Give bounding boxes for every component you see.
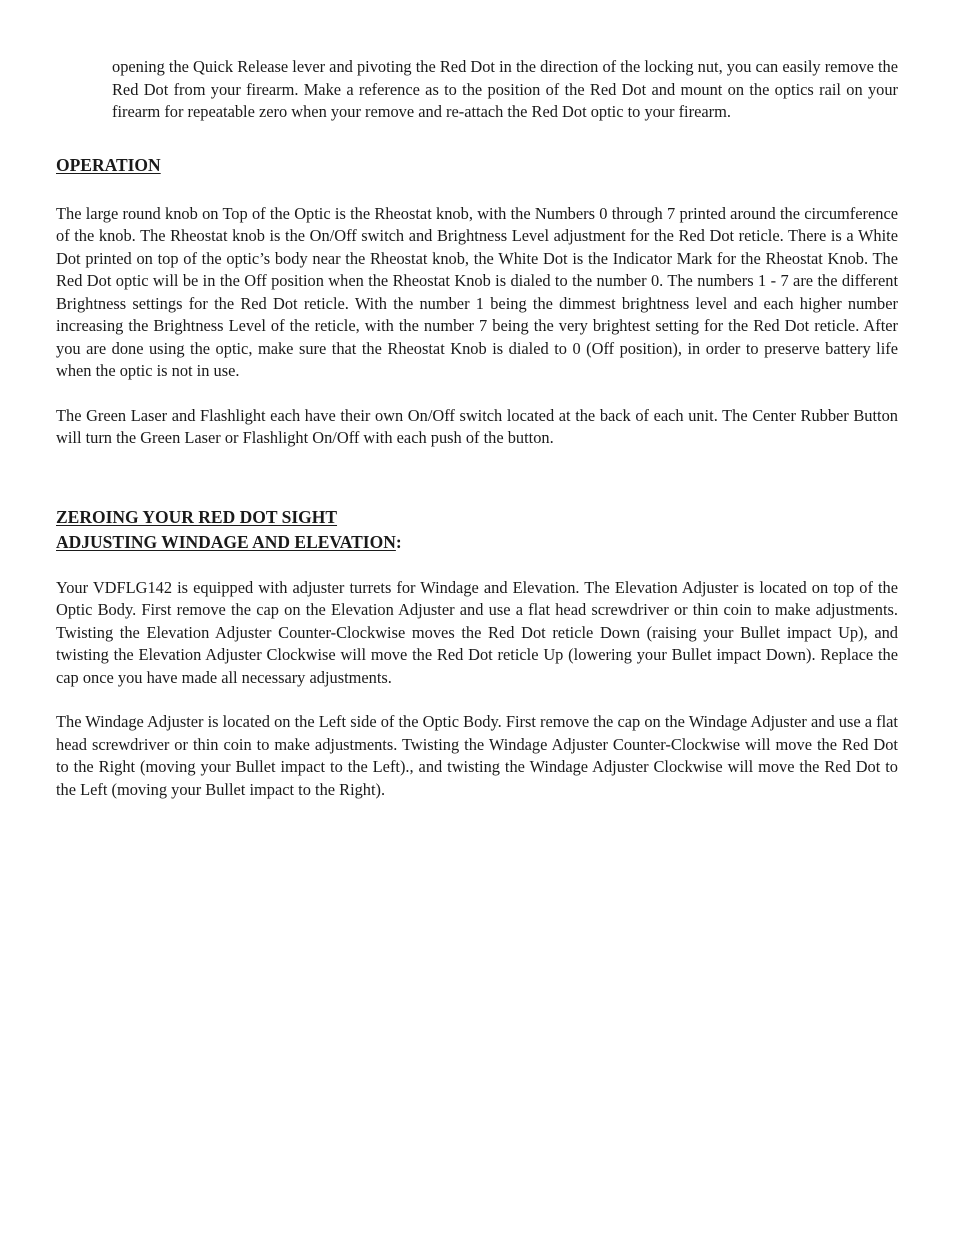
windage-elevation-heading: [56, 530, 898, 555]
elevation-paragraph: Your VDFLG142 is equipped with adjuster turrets for Windage and Elevation. The Elevation Adjuster is located on top of the Optic Body. First remove the cap on the Elevation Adjuster and use a flat head screwdriver or thin coin to make adjustments. Twisting the Elevation Adjuster Counter-Clockwise moves the Red Dot reticle Down (raising your Bullet impact Up), and twisting the Elevation Adjuster Clockwise will move the Red Dot reticle Up (lowering your Bullet impact Down). Replace the cap once you have made all necessary adjustments.: [56, 577, 898, 687]
document-page: [56, 56, 898, 801]
windage-elevation-heading-text: ADJUSTING WINDAGE AND ELEVATION: [56, 531, 396, 552]
operation-heading: OPERATION: [56, 154, 161, 175]
intro-paragraph: opening the Quick Release lever and pivoting the Red Dot in the direction of the locking nut, you can easily remove the Red Dot from your firearm. Make a reference as to the position of the Red Dot and mount on the optics rail on your firearm for repeatable zero when your remove and re-attach the Red Dot optic to your firearm.: [112, 57, 898, 121]
windage-elevation-heading-colon: :: [395, 531, 402, 552]
operation-paragraph-rheostat: The large round knob on Top of the Optic is the Rheostat knob, with the Numbers 0 through 7 printed around the circumference of the knob. The Rheostat knob is the On/Off switch and Brightness Level adjustment for the Red Dot reticle. There is a White Dot printed on top of the optic’s body near the Rheostat knob, the White Dot is the Indicator Mark for the Rheostat Knob. The Red Dot optic will be in the Off position when the Rheostat Knob is dialed to the number 0. The numbers 1 - 7 are the different Brightness settings for the Red Dot reticle. With the number 1 being the dimmest brightness level and each higher number increasing the Brightness Level of the reticle, with the number 7 being the very brightest setting for the Red Dot reticle. After you are done using the optic, make sure that the Rheostat Knob is dialed to 0 (Off position), in order to preserve battery life when the optic is not in use.: [56, 203, 898, 380]
operation-paragraph-laser: The Green Laser and Flashlight each have their own On/Off switch located at the back of each unit. The Center Rubber Button will turn the Green Laser or Flashlight On/Off with each push of the button.: [56, 405, 898, 447]
zeroing-heading: ZEROING YOUR RED DOT SIGHT: [56, 506, 338, 527]
windage-paragraph: The Windage Adjuster is located on the Left side of the Optic Body. First remove the cap on the Windage Adjuster and use a flat head screwdriver or thin coin to make adjustments. Twisting the Windage Adjuster Counter-Clockwise will move the Red Dot to the Right (moving your Bullet impact to the Left)., and twisting the Windage Adjuster Clockwise will move the Red Dot to the Left (moving your Bullet impact to the Right).: [56, 712, 898, 799]
